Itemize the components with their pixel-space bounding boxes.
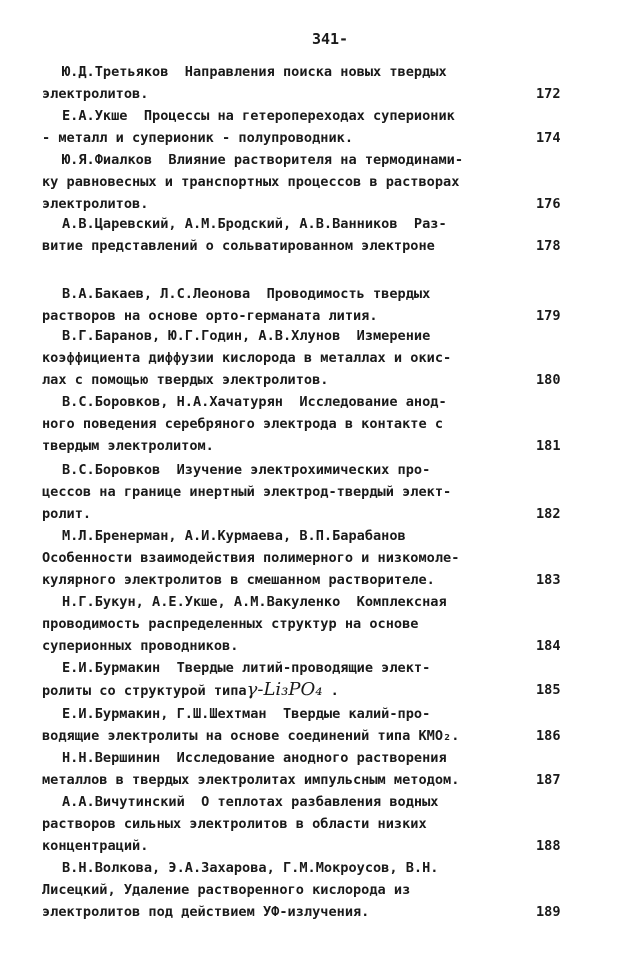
entry-line: проводимость распределенных структур на основе [42,616,419,632]
entry-line: кулярного электролитов в смешанном растворителе. [42,572,435,588]
entry-page-number: 179 [536,308,561,324]
entry-line: водящие электролиты на основе соединений типа КМО₂. [42,728,460,744]
entry-line: растворов на основе орто-германата лития. [42,308,378,324]
entry-page-number: 188 [536,838,561,854]
entry-line: В.С.Боровков, Н.А.Хачатурян Исследование анод- [62,394,447,410]
entry-line: В.С.Боровков Изучение электрохимических про- [62,462,431,478]
entry-line: Е.И.Бурмакин Твердые литий-проводящие элект- [62,660,431,676]
entry-line: концентраций. [42,838,149,854]
entry-line: Ю.Я.Фиалков Влияние растворителя на термодинами- [62,152,464,168]
entry-line: коэффициента диффузии кислорода в металлах и окис- [42,350,452,366]
entry-line: В.Г.Баранов, Ю.Г.Годин, А.В.Хлунов Измерение [62,328,431,344]
entry-line: ку равновесных и транспортных процессов в растворах [42,174,460,190]
entry-page-number: 181 [536,438,561,454]
entry-page-number: 184 [536,638,561,654]
entry-line: В.А.Бакаев, Л.С.Леонова Проводимость твердых [62,286,431,302]
entry-line: Особенности взаимодействия полимерного и низкомоле- [42,550,460,566]
entry-line: суперионных проводников. [42,638,239,654]
entry-page-number: 185 [536,682,561,698]
entry-page-number: 183 [536,572,561,588]
entry-line: электролитов. [42,196,149,212]
entry-page-number: 187 [536,772,561,788]
entry-line: Н.Н.Вершинин Исследование анодного растворения [62,750,447,766]
entry-page-number: 189 [536,904,561,920]
entry-line: электролитов под действием УФ-излучения. [42,904,370,920]
entry-line: - металл и суперионик - полупроводник. [42,130,353,146]
trailing-text: . [322,683,339,699]
entry-line: Е.И.Бурмакин, Г.Ш.Шехтман Твердые калий-про- [62,706,431,722]
entry-line: металлов в твердых электролитах импульсным методом. [42,772,460,788]
entry-line: электролитов. [42,86,149,102]
entry-line: Е.А.Укше Процессы на гетеропереходах суперионик [62,108,455,124]
entry-line: М.Л.Бренерман, А.И.Курмаева, В.П.Барабанов [62,528,406,544]
entry-line: лах с помощью твердых электролитов. [42,372,329,388]
entry-line: Лисецкий, Удаление растворенного кислорода из [42,882,411,898]
entry-line: растворов сильных электролитов в области низких [42,816,427,832]
entry-line: ролит. [42,506,92,522]
entry-line: цессов на границе инертный электрод-твердый элект- [42,484,452,500]
entry-page-number: 178 [536,238,561,254]
entry-line: ного поведения серебряного электрода в контакте с [42,416,444,432]
entry-page-number: 172 [536,86,561,102]
entry-line: А.А.Вичутинский О теплотах разбавления водных [62,794,439,810]
entry-page-number: 180 [536,372,561,388]
entry-page-number: 176 [536,196,561,212]
entry-page-number: 182 [536,506,561,522]
entry-page-number: 174 [536,130,561,146]
entry-line: Н.Г.Букун, А.Е.Укше, А.М.Вакуленко Комплексная [62,594,447,610]
entry-line: ролиты со структурой типаγ-Li₃PO₄ . [42,679,339,700]
entry-page-number: 186 [536,728,561,744]
entry-line: твердым электролитом. [42,438,214,454]
entry-line: А.В.Царевский, А.М.Бродский, А.В.Ванников Раз- [62,216,447,232]
handwritten-formula: γ-Li₃PO₄ [246,679,323,700]
entry-line: В.Н.Волкова, Э.А.Захарова, Г.М.Мокроусов, В.Н. [62,860,439,876]
entry-line: Ю.Д.Третьяков Направления поиска новых твердых [62,64,447,80]
entry-line: витие представлений о сольватированном электроне [42,238,435,254]
page-number: 341- [311,30,349,48]
